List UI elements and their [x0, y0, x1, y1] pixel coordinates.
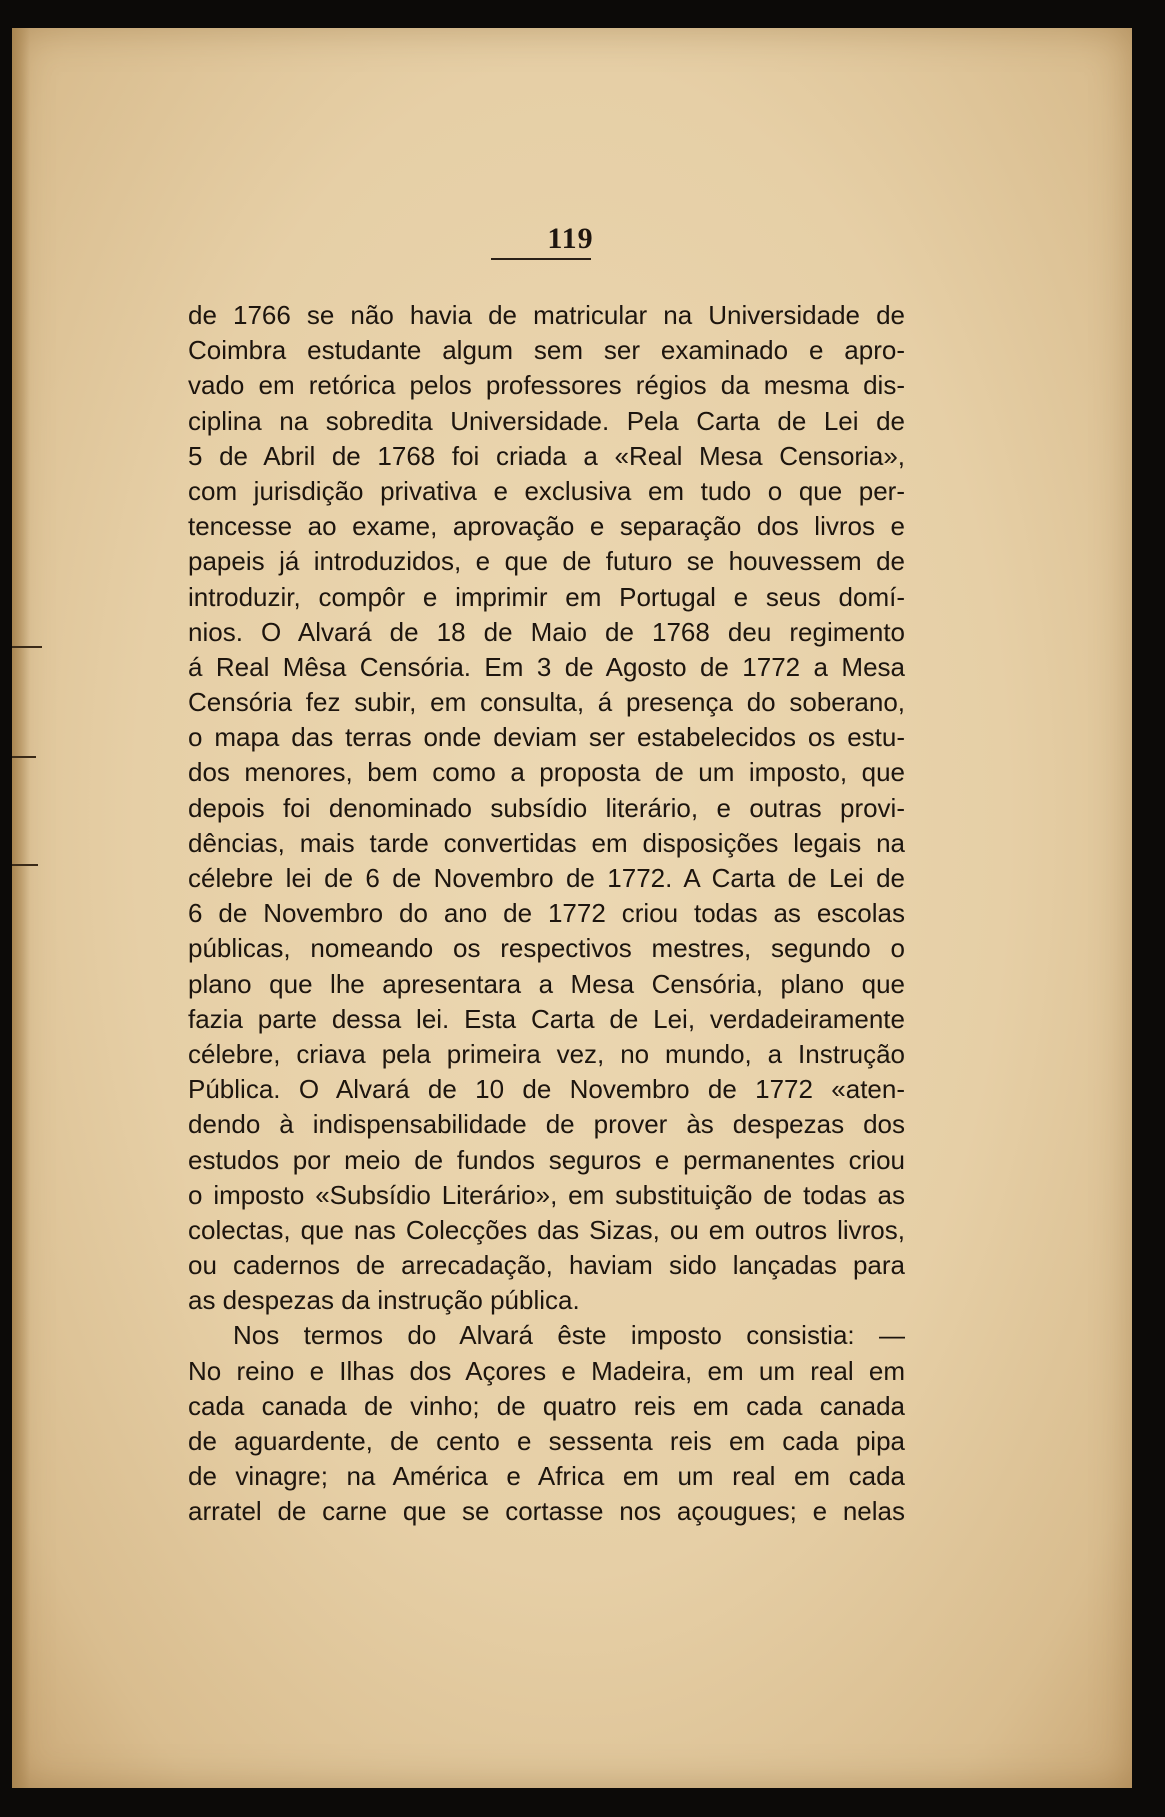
text-line: 5 de Abril de 1768 foi criada a «Real Mesa Censoria», [188, 440, 905, 471]
text-line: de aguardente, de cento e sessenta reis em cada pipa [188, 1426, 905, 1456]
text-line: plano que lhe apresentara a Mesa Censória, plano que [188, 968, 905, 999]
text-line: colectas, que nas Colecções das Sizas, ou em outros livros, [188, 1214, 905, 1245]
text-line: as despezas da instrução pública. [188, 1285, 580, 1316]
page-number-rule [491, 258, 591, 260]
body-text [188, 298, 905, 1530]
margin-mark [12, 864, 38, 866]
text-line: célebre, criava pela primeira vez, no mundo, a Instrução [188, 1038, 905, 1069]
text-line: Censória fez subir, em consulta, á presença do soberano, [188, 687, 905, 718]
text-line: introduzir, compôr e imprimir em Portugal e seus domí- [188, 581, 905, 612]
text-line: 6 de Novembro do ano de 1772 criou todas as escolas [188, 898, 905, 929]
text-line: o mapa das terras onde deviam ser estabelecidos os estu- [188, 722, 905, 753]
text-line: dências, mais tarde convertidas em disposições legais na [188, 827, 905, 858]
text-line: á Real Mêsa Censória. Em 3 de Agosto de 1772 a Mesa [188, 651, 905, 682]
text-line: dendo à indispensabilidade de prover às despezas dos [188, 1109, 905, 1140]
text-line: nios. O Alvará de 18 de Maio de 1768 deu regimento [188, 616, 905, 647]
text-line: ou cadernos de arrecadação, haviam sido lançadas para [188, 1250, 905, 1281]
text-line: Pública. O Alvará de 10 de Novembro de 1772 «aten- [188, 1074, 905, 1105]
page-number: 119 [547, 222, 594, 255]
text-line: No reino e Ilhas dos Açores e Madeira, em um real em [188, 1355, 905, 1386]
text-line: arratel de carne que se cortasse nos açougues; e nelas [188, 1496, 905, 1527]
text-line: cada canada de vinho; de quatro reis em cada canada [188, 1390, 905, 1421]
text-line: estudos por meio de fundos seguros e permanentes criou [188, 1144, 905, 1175]
margin-mark [12, 756, 36, 758]
text-line: o imposto «Subsídio Literário», em substituição de todas as [188, 1179, 905, 1210]
text-line: de vinagre; na América e Africa em um real em cada [188, 1461, 905, 1492]
text-line: dos menores, bem como a proposta de um imposto, que [188, 757, 905, 788]
margin-mark [12, 646, 42, 648]
text-line: de 1766 se não havia de matricular na Universidade de [188, 300, 905, 330]
text-line: ciplina na sobredita Universidade. Pela Carta de Lei de [188, 405, 905, 436]
text-line: públicas, nomeando os respectivos mestres, segundo o [188, 933, 905, 964]
text-line: depois foi denominado subsídio literário, e outras provi- [188, 792, 905, 823]
text-line: vado em retórica pelos professores régios da mesma dis- [188, 370, 905, 401]
text-line: fazia parte dessa lei. Esta Carta de Lei, verdadeiramente [188, 1003, 905, 1034]
text-line: célebre lei de 6 de Novembro de 1772. A Carta de Lei de [188, 863, 905, 893]
text-line: Coimbra estudante algum sem ser examinado e apro- [188, 335, 905, 366]
text-line: Nos termos do Alvará êste imposto consistia: — [233, 1320, 905, 1351]
text-line: papeis já introduzidos, e que de futuro se houvessem de [188, 546, 905, 577]
text-line: tencesse ao exame, aprovação e separação dos livros e [188, 511, 905, 542]
text-line: com jurisdição privativa e exclusiva em tudo o que per- [188, 475, 905, 506]
